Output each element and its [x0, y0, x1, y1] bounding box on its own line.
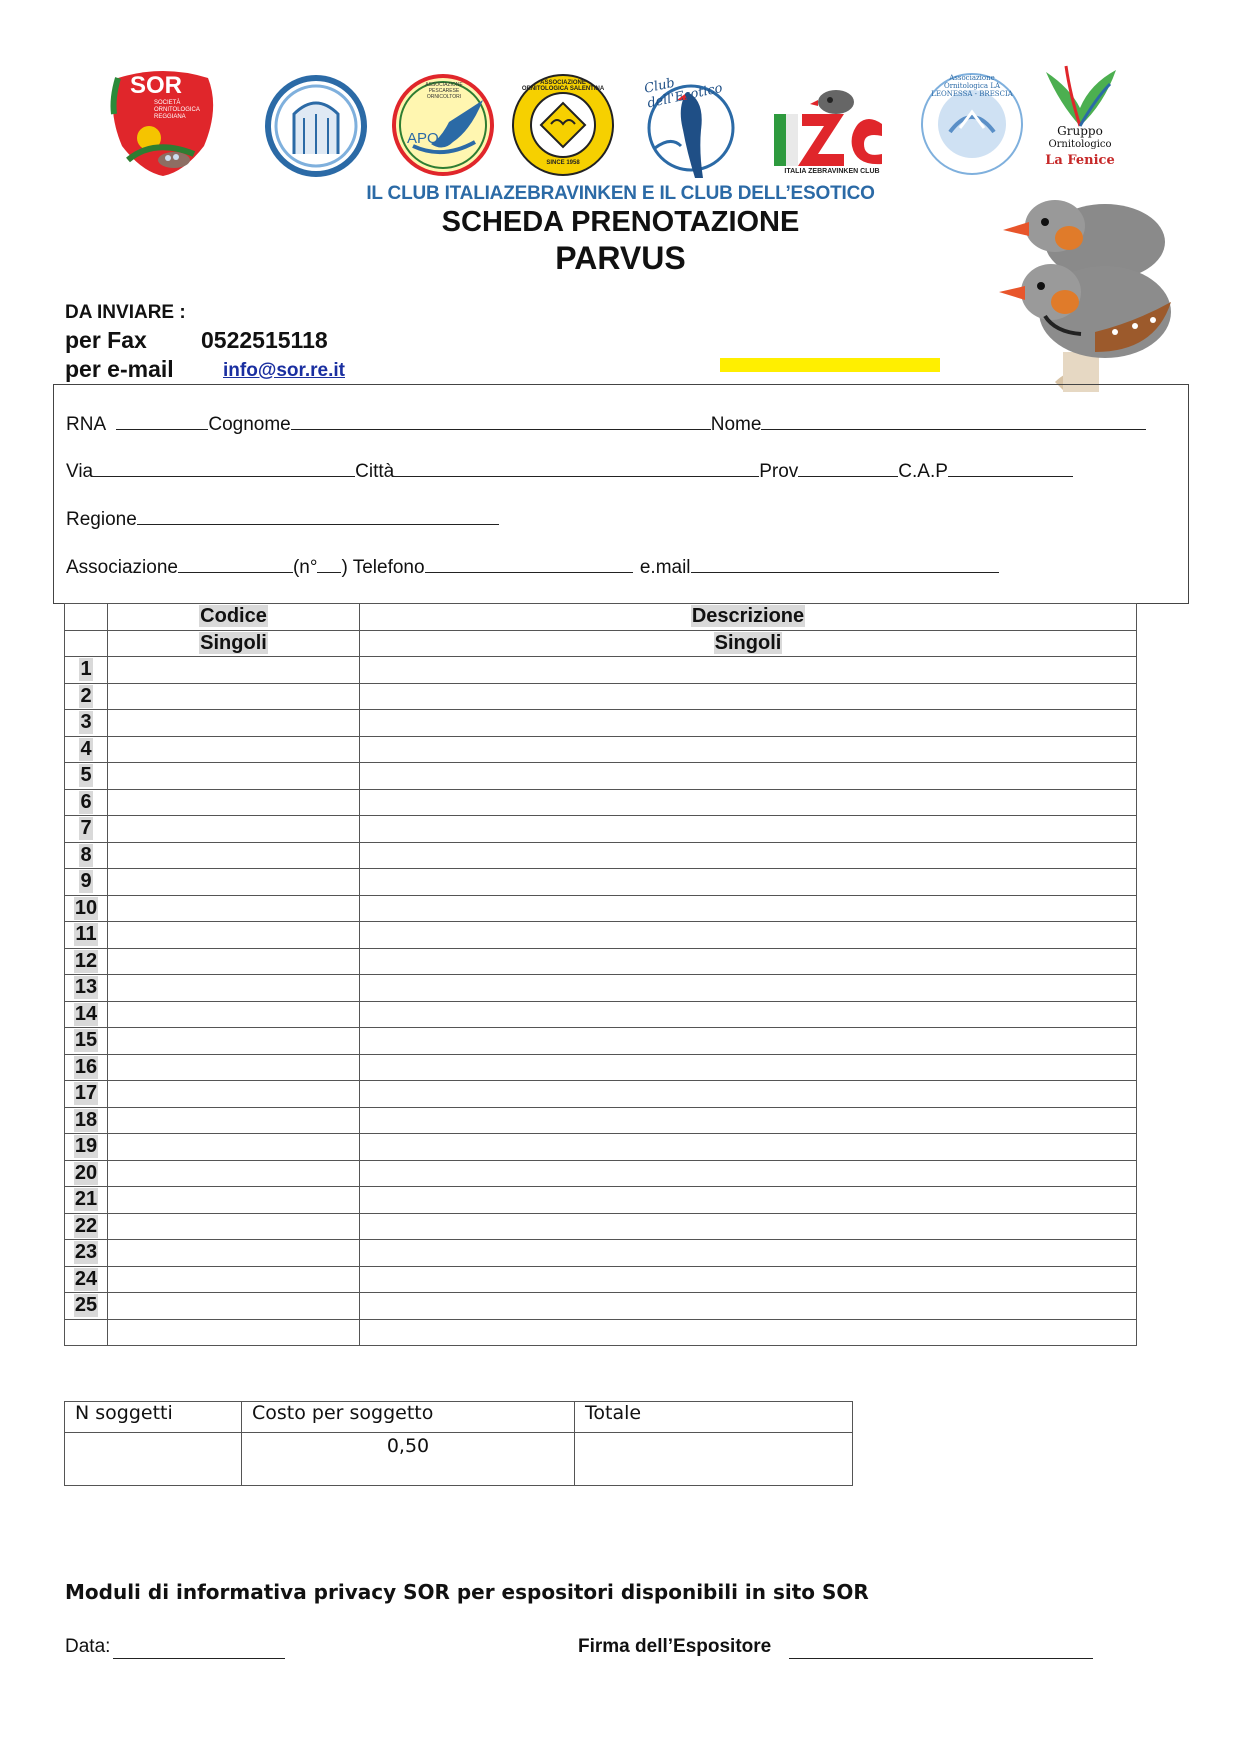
n-soggetti-header: N soggetti [65, 1402, 242, 1433]
cognome-label: Cognome [208, 414, 291, 435]
row-number: 15 [74, 1029, 98, 1052]
row-number-cell [65, 789, 108, 816]
description-cell[interactable] [360, 869, 1137, 896]
table-row [65, 1028, 1137, 1055]
fax-label: per Fax [65, 327, 147, 353]
code-cell[interactable] [108, 736, 360, 763]
description-cell[interactable] [360, 1293, 1137, 1320]
esotico-logo-text: Club dell'Esotico [642, 75, 724, 112]
associazione-label: Associazione [66, 557, 178, 578]
code-cell[interactable] [108, 922, 360, 949]
code-cell[interactable] [108, 1240, 360, 1267]
table-row [65, 683, 1137, 710]
row-number-cell [65, 816, 108, 843]
totale-cell[interactable] [575, 1433, 853, 1486]
code-cell[interactable] [108, 1134, 360, 1161]
cognome-field[interactable] [291, 411, 711, 430]
code-cell[interactable] [108, 763, 360, 790]
table-row [65, 869, 1137, 896]
row-number: 12 [74, 949, 98, 972]
row-number-cell [65, 1054, 108, 1081]
row-number: 10 [74, 896, 98, 919]
table-row [65, 1213, 1137, 1240]
yellow-highlight-bar [720, 358, 940, 372]
firma-label: Firma dell’Espositore [578, 1636, 772, 1657]
row-number: 18 [74, 1108, 98, 1131]
table-row [65, 763, 1137, 790]
prov-label: Prov [759, 461, 799, 482]
code-cell[interactable] [108, 948, 360, 975]
row-number-cell [65, 1240, 108, 1267]
row-number-cell [65, 948, 108, 975]
table-row [65, 710, 1137, 737]
salentina-logo-text: ASSOCIAZIONE ORNITOLOGICA SALENTINA [521, 80, 605, 92]
row-number-cell [65, 1134, 108, 1161]
description-cell[interactable] [360, 763, 1137, 790]
description-cell[interactable] [360, 1187, 1137, 1214]
fenice-logo-text-2: Ornitologico [1048, 139, 1112, 150]
description-cell[interactable] [360, 922, 1137, 949]
data-label: Data: [65, 1636, 111, 1657]
numero-label: (n° [292, 557, 318, 578]
description-cell[interactable] [360, 683, 1137, 710]
rna-label: RNA [66, 414, 106, 435]
row-number-cell [65, 842, 108, 869]
description-cell[interactable] [360, 1054, 1137, 1081]
code-cell[interactable] [108, 710, 360, 737]
nome-label: Nome [710, 414, 762, 435]
rna-field[interactable] [116, 411, 208, 430]
row-number-cell [65, 710, 108, 737]
nome-field[interactable] [761, 411, 1146, 430]
table-row [65, 736, 1137, 763]
apo-logo [391, 72, 495, 178]
sub-desc-label: Singoli [714, 631, 782, 654]
totals-table [64, 1401, 853, 1486]
row-number-cell [65, 1081, 108, 1108]
form-title: SCHEDA PRENOTAZIONE [441, 206, 800, 238]
subheader-desc-cell [360, 630, 1137, 657]
email-link[interactable]: info@sor.re.it [223, 360, 345, 381]
code-cell[interactable] [108, 1054, 360, 1081]
description-cell[interactable] [360, 1213, 1137, 1240]
description-cell[interactable] [360, 1107, 1137, 1134]
description-cell[interactable] [360, 1028, 1137, 1055]
row-number-cell [65, 1266, 108, 1293]
izc-logo-text [772, 74, 774, 75]
n-soggetti-cell[interactable] [65, 1433, 242, 1486]
regione-label: Regione [66, 509, 137, 530]
apo-logo-text: APO [407, 130, 439, 147]
table-row [65, 789, 1137, 816]
code-cell[interactable] [108, 1266, 360, 1293]
code-cell[interactable] [108, 789, 360, 816]
row-number-cell [65, 975, 108, 1002]
code-cell[interactable] [108, 975, 360, 1002]
description-cell[interactable] [360, 1319, 1137, 1346]
row-number-cell [65, 1160, 108, 1187]
row-number: 23 [74, 1241, 98, 1264]
firma-field[interactable] [789, 1640, 1093, 1659]
associazione-field[interactable] [178, 554, 293, 573]
row-number: 16 [74, 1055, 98, 1078]
fax-number: 0522515118 [201, 327, 328, 353]
row-number: 9 [80, 870, 92, 893]
description-cell[interactable] [360, 842, 1137, 869]
row-number: 5 [80, 764, 92, 787]
row-number-cell [65, 763, 108, 790]
table-row [65, 975, 1137, 1002]
row-number: 20 [74, 1161, 98, 1184]
row-number-cell [65, 657, 108, 684]
row-number: 1 [80, 658, 92, 681]
costo-value-cell: 0,50 [242, 1433, 575, 1486]
code-cell[interactable] [108, 1001, 360, 1028]
fenice-logo [1040, 64, 1120, 180]
row-number: 17 [74, 1082, 98, 1105]
prov-field[interactable] [798, 458, 898, 477]
telefono-field[interactable] [425, 554, 633, 573]
code-cell[interactable] [108, 1107, 360, 1134]
description-cell[interactable] [360, 1081, 1137, 1108]
col-code-label: Codice [200, 605, 267, 628]
description-cell[interactable] [360, 948, 1137, 975]
row-number: 14 [74, 1002, 98, 1025]
header-code-cell [108, 604, 360, 631]
table-row [65, 1240, 1137, 1267]
table-header-row [65, 604, 1137, 631]
arch-logo [264, 74, 368, 178]
sub-code-label: Singoli [200, 631, 267, 654]
via-field[interactable] [93, 458, 355, 477]
row-number: 6 [80, 790, 92, 813]
code-cell[interactable] [108, 1160, 360, 1187]
table-row [65, 842, 1137, 869]
description-cell[interactable] [360, 1160, 1137, 1187]
form-subtitle: PARVUS [555, 240, 686, 276]
description-cell[interactable] [360, 816, 1137, 843]
sor-logo-subtext: SOCIETÀ ORNITOLOGICA REGGIANA [154, 100, 200, 120]
email-field[interactable] [691, 554, 999, 573]
numero-close: ) [341, 557, 348, 578]
code-cell[interactable] [108, 869, 360, 896]
cap-label: C.A.P [898, 461, 948, 482]
description-cell[interactable] [360, 975, 1137, 1002]
sor-logo-text: SOR [130, 72, 183, 99]
row-number: 8 [80, 843, 92, 866]
fenice-logo-text-3: La Fenice [1045, 153, 1115, 168]
totale-header: Totale [575, 1402, 853, 1433]
telefono-label: Telefono [352, 557, 425, 578]
leonessa-logo-text: Associazione Ornitologica LA LEONESSA - BRESCIA [931, 74, 1013, 98]
code-cell[interactable] [108, 1028, 360, 1055]
description-cell[interactable] [360, 710, 1137, 737]
table-row [65, 1134, 1137, 1161]
code-cell[interactable] [108, 1187, 360, 1214]
contact-form-box [53, 384, 1189, 604]
row-number: 2 [80, 684, 92, 707]
code-cell[interactable] [108, 1081, 360, 1108]
zebra-finch-image [985, 182, 1185, 392]
table-row [65, 948, 1137, 975]
table-subheader-row [65, 630, 1137, 657]
description-cell[interactable] [360, 1266, 1137, 1293]
totals-value-row [65, 1433, 853, 1486]
table-row [65, 1266, 1137, 1293]
description-cell[interactable] [360, 736, 1137, 763]
code-cell[interactable] [108, 895, 360, 922]
row-number: 13 [74, 976, 98, 999]
col-desc-label: Descrizione [691, 605, 805, 628]
fenice-logo-text-1: Gruppo [1057, 124, 1103, 138]
row-number: 19 [74, 1135, 98, 1158]
row-number-cell [65, 1107, 108, 1134]
email-field-label: e.mail [639, 557, 691, 578]
row-number-cell [65, 922, 108, 949]
code-cell[interactable] [108, 842, 360, 869]
table-row [65, 1160, 1137, 1187]
row-number: 22 [74, 1214, 98, 1237]
via-label: Via [66, 461, 94, 482]
table-row [65, 1107, 1137, 1134]
description-cell[interactable] [360, 1240, 1137, 1267]
izc-logo-subtext: ITALIA ZEBRAVINKEN CLUB [784, 168, 880, 175]
sor-logo [104, 68, 222, 180]
subheader-num-cell [65, 630, 108, 657]
table-row [65, 657, 1137, 684]
totals-header-row [65, 1402, 853, 1433]
table-row [65, 1054, 1137, 1081]
subheader-code-cell [108, 630, 360, 657]
description-cell[interactable] [360, 1001, 1137, 1028]
leonessa-logo [920, 72, 1024, 176]
code-cell[interactable] [108, 1213, 360, 1240]
apo-logo-subtext: ASSOCIAZIONE PESCARESE ORNICOLTORI [425, 82, 463, 100]
salentina-logo [511, 72, 615, 178]
citta-label: Città [355, 461, 395, 482]
description-cell[interactable] [360, 895, 1137, 922]
costo-header: Costo per soggetto [242, 1402, 575, 1433]
code-cell[interactable] [108, 683, 360, 710]
table-row [65, 1081, 1137, 1108]
row-number: 4 [80, 737, 92, 760]
send-label: DA INVIARE : [65, 302, 186, 323]
row-number-cell [65, 1319, 108, 1346]
table-row [65, 816, 1137, 843]
row-number: 25 [74, 1294, 98, 1317]
code-cell[interactable] [108, 657, 360, 684]
description-cell[interactable] [360, 789, 1137, 816]
row-number-cell [65, 1028, 108, 1055]
entries-table [64, 603, 1137, 1346]
header-desc-cell [360, 604, 1137, 631]
citta-field[interactable] [394, 458, 759, 477]
izc-logo [772, 74, 892, 178]
privacy-note: Moduli di informativa privacy SOR per espositori disponibili in sito SOR [65, 1580, 869, 1604]
row-number-cell [65, 869, 108, 896]
row-number-cell [65, 736, 108, 763]
table-row [65, 895, 1137, 922]
row-number-cell [65, 1001, 108, 1028]
row-number-cell [65, 1187, 108, 1214]
row-number-cell [65, 1213, 108, 1240]
code-cell[interactable] [108, 816, 360, 843]
table-row [65, 1293, 1137, 1320]
row-number-cell [65, 895, 108, 922]
table-row [65, 922, 1137, 949]
row-number-cell [65, 683, 108, 710]
description-cell[interactable] [360, 1134, 1137, 1161]
numero-field[interactable] [317, 554, 341, 573]
code-cell[interactable] [108, 1319, 360, 1346]
table-row-empty [65, 1319, 1137, 1346]
row-number: 21 [74, 1188, 98, 1211]
row-number: 7 [80, 817, 92, 840]
club-title: IL CLUB ITALIAZEBRAVINKEN E IL CLUB DELL’ESOTICO [366, 183, 875, 204]
data-field[interactable] [113, 1640, 285, 1659]
row-number: 11 [75, 923, 97, 946]
table-row [65, 1001, 1137, 1028]
cap-field[interactable] [948, 458, 1073, 477]
table-row [65, 1187, 1137, 1214]
header-num-cell [65, 604, 108, 631]
row-number-cell [65, 1293, 108, 1320]
regione-field[interactable] [137, 506, 499, 525]
row-number: 3 [80, 711, 92, 734]
email-label: per e-mail [65, 356, 174, 382]
description-cell[interactable] [360, 657, 1137, 684]
row-number: 24 [74, 1267, 98, 1290]
esotico-logo [641, 66, 739, 182]
code-cell[interactable] [108, 1293, 360, 1320]
salentina-logo-since: SINCE 1958 [546, 160, 580, 166]
